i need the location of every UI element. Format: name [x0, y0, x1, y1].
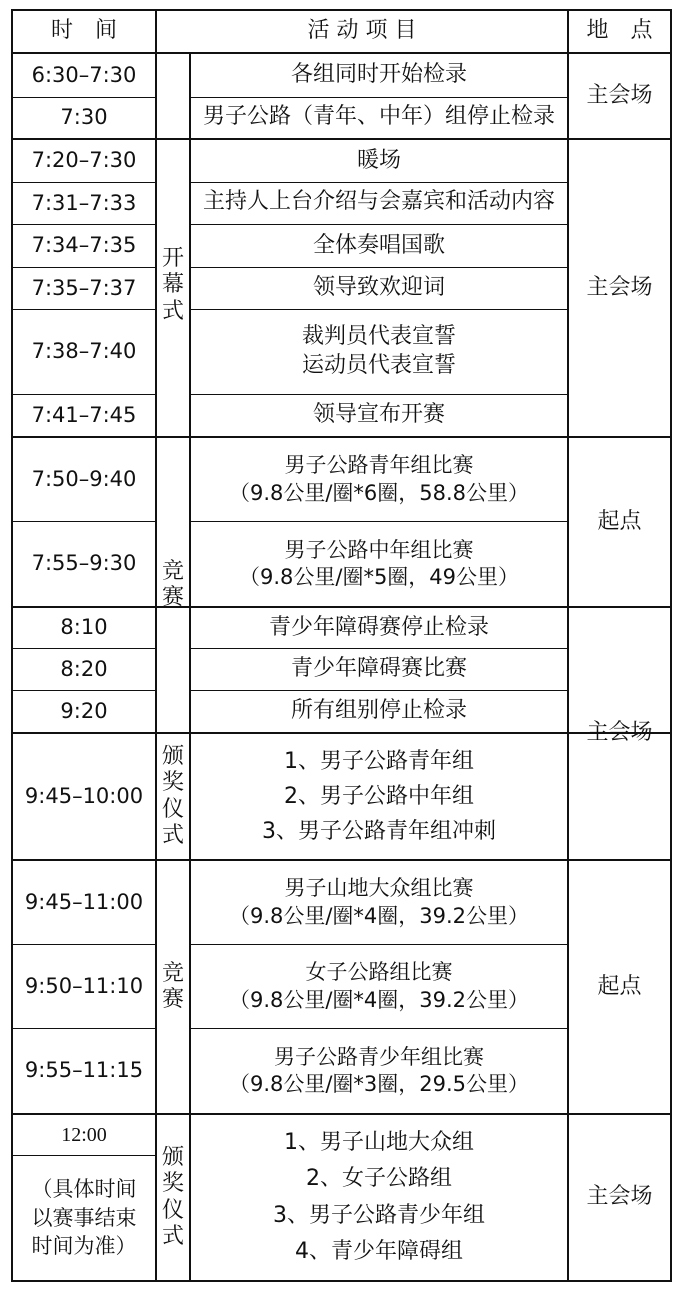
time-cell: 7:31–7:33 — [31, 190, 137, 215]
time-cell: 9:45–10:00 — [24, 783, 144, 808]
activity-cell: 男子公路青年组比赛 （9.8公里/圈*6圈，58.8公里） — [228, 453, 530, 505]
location-cell: 主会场 — [586, 720, 653, 746]
section-label: 颁 奖 仪 式 — [161, 743, 184, 848]
time-cell: 7:50–9:40 — [31, 466, 137, 491]
time-cell: 7:34–7:35 — [31, 233, 137, 258]
activity-cell: 男子公路中年组比赛 （9.8公里/圈*5圈，49公里） — [238, 537, 520, 589]
activity-cell: 领导致欢迎词 — [312, 275, 445, 301]
time-cell: 12:00 — [61, 1124, 107, 1146]
activity-cell: 所有组别停止检录 — [290, 698, 467, 724]
time-cell: 7:55–9:30 — [31, 551, 137, 576]
activity-cell: 1、男子公路青年组 2、男子公路中年组 3、男子公路青年组冲刺 — [262, 748, 496, 845]
location-cell: 主会场 — [586, 1184, 653, 1210]
section-label: 竞 赛 — [161, 960, 184, 1012]
activity-cell: 裁判员代表宣誓 运动员代表宣誓 — [301, 324, 456, 378]
location-cell: 主会场 — [586, 82, 653, 108]
activity-cell: 男子公路（青年、中年）组停止检录 — [202, 104, 555, 129]
activity-cell: 领导宣布开赛 — [312, 402, 445, 428]
location-cell: 主会场 — [586, 274, 653, 300]
time-cell: 7:41–7:45 — [31, 402, 137, 427]
schedule-table — [11, 9, 672, 1282]
header-activity: 活 动 项 目 — [307, 18, 417, 44]
section-label: 开 幕 式 — [161, 246, 184, 324]
activity-cell: 青少年障碍赛比赛 — [290, 656, 467, 682]
header-location: 地 点 — [586, 18, 653, 44]
activity-cell: 各组同时开始检录 — [290, 62, 467, 88]
time-cell: 7:35–7:37 — [31, 275, 137, 300]
section-label: 竞 赛 — [161, 559, 184, 611]
activity-cell: 暖场 — [356, 147, 401, 173]
time-note: （具体时间 以赛事结束 时间为准） — [31, 1177, 137, 1259]
location-cell: 起点 — [597, 973, 642, 999]
time-cell: 9:55–11:15 — [24, 1058, 144, 1083]
activity-cell: 1、男子山地大众组 2、女子公路组 3、男子公路青少年组 4、青少年障碍组 — [273, 1129, 485, 1264]
time-cell: 7:20–7:30 — [31, 148, 137, 173]
location-cell: 起点 — [597, 508, 642, 534]
time-cell: 9:50–11:10 — [24, 973, 144, 998]
time-cell: 8:10 — [60, 615, 108, 640]
activity-cell: 男子公路青少年组比赛 （9.8公里/圈*3圈，29.5公里） — [228, 1044, 530, 1096]
activity-cell: 青少年障碍赛停止检录 — [268, 614, 489, 640]
activity-cell: 主持人上台介绍与会嘉宾和活动内容 — [202, 189, 555, 214]
header-time: 时 间 — [50, 18, 117, 44]
time-cell: 9:45–11:00 — [24, 889, 144, 914]
time-cell: 9:20 — [60, 698, 108, 723]
section-label: 颁 奖 仪 式 — [161, 1144, 184, 1249]
time-cell: 7:30 — [60, 105, 108, 130]
time-cell: 7:38–7:40 — [31, 339, 137, 364]
activity-cell: 女子公路组比赛 （9.8公里/圈*4圈，39.2公里） — [228, 960, 530, 1012]
time-cell: 6:30–7:30 — [31, 62, 137, 87]
time-cell: 8:20 — [60, 656, 108, 681]
activity-cell: 全体奏唱国歌 — [312, 232, 445, 258]
activity-cell: 男子山地大众组比赛 （9.8公里/圈*4圈，39.2公里） — [228, 876, 530, 928]
